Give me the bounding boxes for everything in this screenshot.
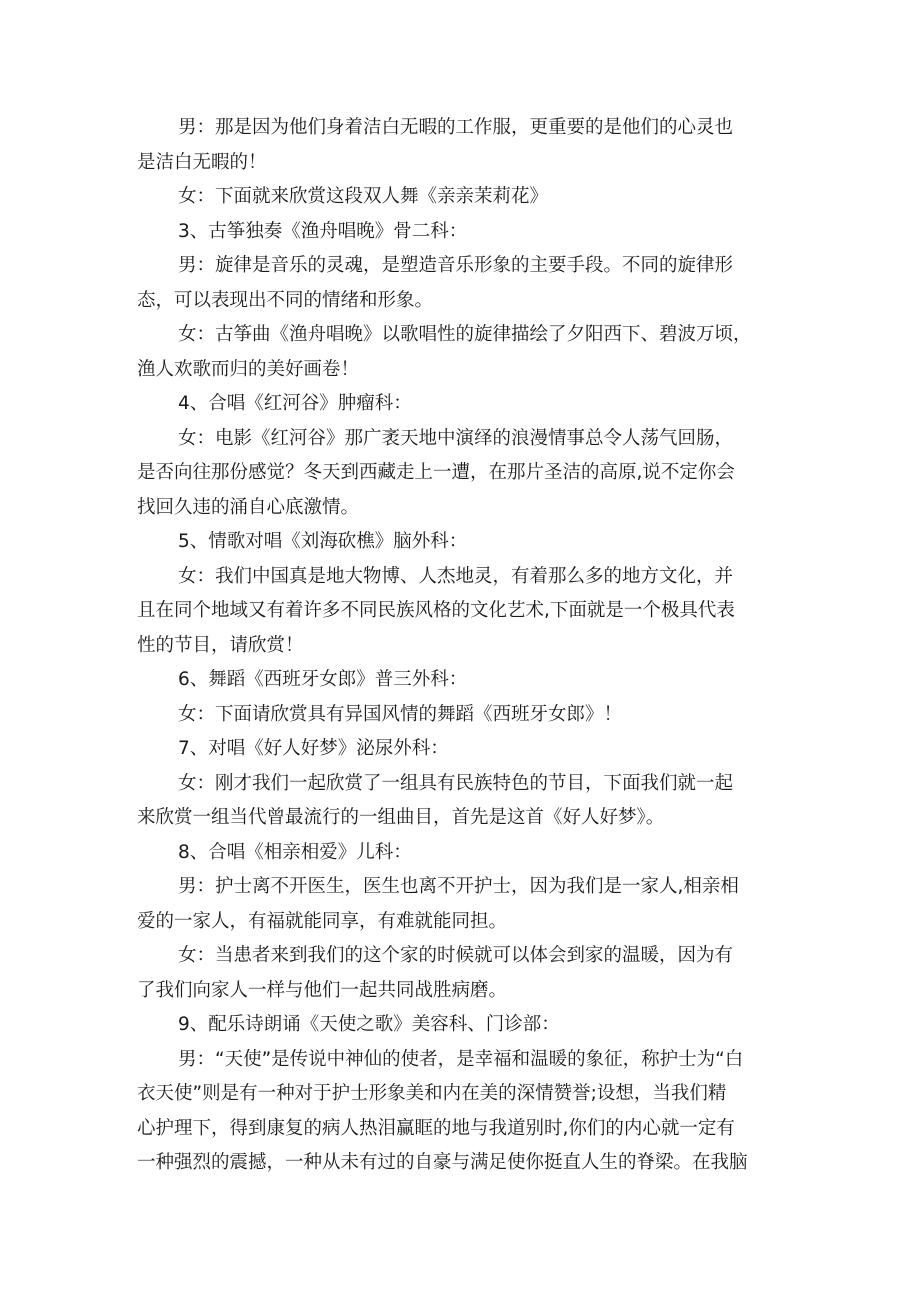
- text-line: 心护理下，得到康复的病人热泪赢眶的地与我道别时,你们的内心就一定有: [137, 1117, 735, 1139]
- paragraph: [137, 180, 797, 215]
- paragraph: [137, 698, 797, 733]
- text-line: 女：电影《红河谷》那广袤天地中演绎的浪漫情事总令人荡气回肠，: [178, 427, 734, 449]
- paragraph: [137, 1008, 797, 1043]
- text-line: 女：下面请欣赏具有异国风情的舞蹈《西班牙女郎》！: [178, 703, 623, 725]
- paragraph: [137, 732, 797, 767]
- paragraph: [137, 215, 797, 250]
- text-line: 了我们向家人一样与他们一起共同战胜病磨。: [137, 979, 508, 1001]
- text-line: 8、合唱《相亲相爱》儿科：: [178, 841, 412, 863]
- paragraph: [137, 560, 797, 664]
- text-line: 女：古筝曲《渔舟唱晚》以歌唱性的旋律描绘了夕阳西下、碧波万顷，: [178, 324, 752, 345]
- text-line: 是否向往那份感觉？冬天到西藏走上一遭，在那片圣洁的高原,说不定你会: [137, 462, 735, 483]
- paragraph: [137, 422, 797, 526]
- text-line: 5、情歌对唱《刘海砍樵》脑外科：: [178, 531, 468, 552]
- text-line: 男：那是因为他们身着洁白无暇的工作服，更重要的是他们的心灵也: [178, 117, 734, 138]
- text-line: 来欣赏一组当代曾最流行的一组曲目，首先是这首《好人好梦》。: [137, 807, 665, 828]
- paragraph: [137, 939, 797, 1008]
- text-line: 3、古筝独奏《渔舟唱晚》骨二科：: [178, 220, 468, 242]
- text-line: 一种强烈的震撼，一种从未有过的自豪与满足使你挺直人生的脊梁。在我脑: [137, 1152, 748, 1173]
- text-line: 爱的一家人，有福就能同享，有难就能同担。: [137, 910, 508, 932]
- text-line: 4、合唱《红河谷》肿瘤科：: [178, 393, 412, 414]
- paragraph: [137, 1043, 797, 1181]
- text-line: 是洁白无暇的！: [137, 151, 267, 173]
- text-line: 男：旋律是音乐的灵魂，是塑造音乐形象的主要手段。不同的旋律形: [178, 255, 734, 276]
- text-line: 衣天使”则是有一种对于护士形象美和内在美的深情赞誉;设想，当我们精: [137, 1083, 727, 1104]
- text-line: 9、配乐诗朗诵《天使之歌》美容科、门诊部：: [178, 1014, 560, 1035]
- paragraph: [137, 525, 797, 560]
- text-line: 女：当患者来到我们的这个家的时候就可以体会到家的温暖，因为有: [178, 945, 734, 966]
- paragraph: [137, 836, 797, 871]
- text-line: 女：我们中国真是地大物博、人杰地灵，有着那么多的地方文化，并: [178, 565, 734, 587]
- text-line: 态，可以表现出不同的情绪和形象。: [137, 289, 434, 311]
- text-line: 渔人欢歌而归的美好画卷！: [137, 358, 360, 380]
- paragraph: [137, 870, 797, 939]
- paragraph: [137, 767, 797, 836]
- document-body: [137, 111, 797, 1181]
- paragraph: [137, 318, 797, 387]
- text-line: 男：“天使”是传说中神仙的使者，是幸福和温暖的象征，称护士为“白: [178, 1048, 744, 1070]
- paragraph: [137, 249, 797, 318]
- text-line: 找回久违的涌自心底激情。: [137, 496, 360, 518]
- paragraph: [137, 387, 797, 422]
- text-line: 女：刚才我们一起欣赏了一组具有民族特色的节目，下面我们就一起: [178, 772, 734, 794]
- paragraph: [137, 111, 797, 180]
- text-line: 女：下面就来欣赏这段双人舞《亲亲茉莉花》: [178, 186, 549, 207]
- paragraph: [137, 663, 797, 698]
- text-line: 男：护士离不开医生，医生也离不开护士，因为我们是一家人,相亲相: [178, 876, 739, 897]
- text-line: 6、舞蹈《西班牙女郎》普三外科：: [178, 669, 468, 690]
- text-line: 性的节目，请欣赏！: [137, 634, 304, 656]
- text-line: 7、对唱《好人好梦》泌尿外科：: [178, 738, 449, 759]
- text-line: 且在同个地域又有着许多不同民族风格的文化艺术,下面就是一个极具代表: [137, 600, 735, 621]
